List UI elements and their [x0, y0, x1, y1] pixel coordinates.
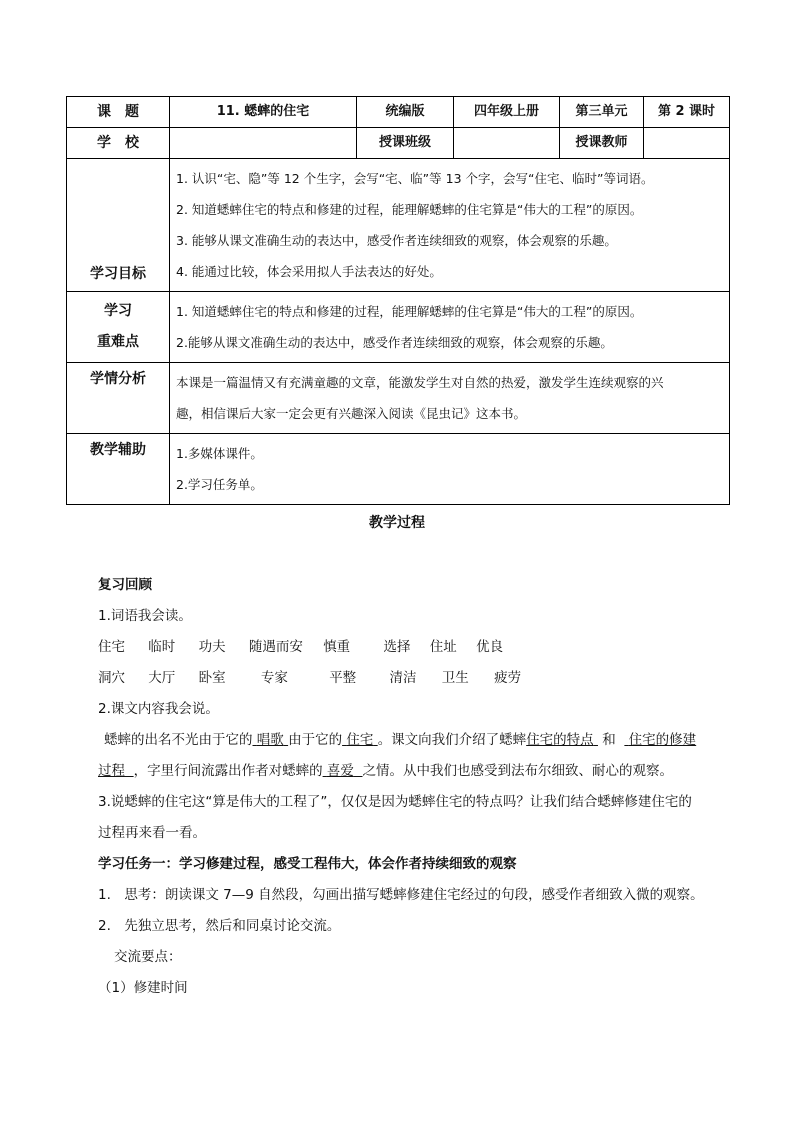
key-item: 1. 知道蟋蟀住宅的特点和修建的过程，能理解蟋蟀的住宅算是“伟大的工程”的原因。 [176, 304, 643, 319]
label-goals: 学习目标 [67, 159, 170, 292]
process-title: 教学过程 [369, 515, 425, 531]
word: 住址 [429, 639, 457, 655]
word: 平整 [329, 670, 357, 686]
fill-answer [624, 732, 696, 748]
table-row [67, 292, 730, 363]
edition: 统编版 [357, 97, 454, 128]
label-aids: 教学辅助 [67, 434, 170, 505]
fill-answer [342, 732, 378, 748]
key-cell [170, 292, 730, 363]
unit: 第三单元 [560, 97, 644, 128]
lesson-period: 第 2 课时 [644, 97, 730, 128]
lesson-info-table [66, 96, 730, 505]
label-topic: 课 题 [67, 97, 170, 128]
fill-paragraph-line2 [80, 756, 730, 787]
label-class: 授课班级 [357, 128, 454, 159]
fill-answer [253, 732, 289, 748]
fill-answer-text: 住宅 [346, 732, 374, 748]
goals-cell [170, 159, 730, 292]
aid-item: 2.学习任务单。 [176, 477, 263, 492]
grade: 四年级上册 [454, 97, 560, 128]
task1-points-label: 交流要点： [114, 949, 182, 965]
fill-paragraph-line1 [80, 725, 730, 756]
table-row [67, 159, 730, 292]
word: 卧室 [198, 670, 226, 686]
review-q3-line1: 3.说蟋蟀的住宅这“算是伟大的工程了”，仅仅是因为蟋蟀住宅的特点吗？让我们结合蟋蟀修建住宅的 [98, 794, 692, 810]
analysis-line: 本课是一篇温情又有充满童趣的文章，能激发学生对自然的热爱，激发学生连续观察的兴 [176, 375, 664, 390]
fill-answer-text: 住宅的特点 [526, 732, 594, 748]
lesson-title: 11. 蟋蟀的住宅 [170, 97, 357, 128]
fill-answer-text: 过程 [98, 763, 125, 779]
task1-heading: 学习任务一：学习修建过程，感受工程伟大，体会作者持续细致的观察 [98, 856, 517, 872]
aid-item: 1.多媒体课件。 [176, 446, 263, 461]
text-run: 。课文向我们介绍了蟋蟀 [377, 732, 527, 748]
text-run: 和 [602, 732, 616, 748]
analysis-line: 趣，相信课后大家一定会更有兴趣深入阅读《昆虫记》这本书。 [176, 406, 527, 421]
review-heading: 复习回顾 [98, 577, 152, 593]
table-row [67, 434, 730, 505]
word: 清洁 [389, 670, 417, 686]
word: 功夫 [198, 639, 226, 655]
label-key [67, 292, 170, 363]
word: 慎重 [323, 639, 351, 655]
label-key-line1: 学习 [104, 303, 132, 319]
aids-cell [170, 434, 730, 505]
word: 选择 [383, 639, 411, 655]
label-teacher: 授课教师 [560, 128, 644, 159]
fill-answer [98, 763, 134, 779]
word: 临时 [148, 639, 176, 655]
fill-answer [323, 763, 363, 779]
word: 卫生 [441, 670, 469, 686]
word-row-1 [80, 632, 730, 663]
text-run: 蟋蟀的出名不光由于它的 [104, 732, 253, 748]
review-q1: 1.词语我会读。 [98, 608, 192, 624]
key-item: 2.能够从课文准确生动的表达中，感受作者连续细致的观察，体会观察的乐趣。 [176, 335, 613, 350]
goal-item: 3. 能够从课文准确生动的表达中，感受作者连续细致的观察，体会观察的乐趣。 [176, 233, 617, 248]
word: 大厅 [148, 670, 176, 686]
word: 疲劳 [494, 670, 522, 686]
word: 洞穴 [98, 670, 125, 686]
table-row [67, 128, 730, 159]
text-run: 之情。从中我们也感受到法布尔细致、耐心的观察。 [362, 763, 673, 779]
fill-answer-text: 唱歌 [256, 732, 284, 748]
process-body [80, 570, 730, 1004]
goal-item: 2. 知道蟋蟀住宅的特点和修建的过程，能理解蟋蟀的住宅算是“伟大的工程”的原因。 [176, 202, 643, 217]
task1-item: 1. 思考：朗读课文 7—9 自然段，勾画出描写蟋蟀修建住宅经过的句段，感受作者细致入微的观察。 [98, 887, 704, 903]
task1-item: 2. 先独立思考，然后和同桌讨论交流。 [98, 918, 341, 934]
word: 随遇而安 [248, 639, 303, 655]
class-value [454, 128, 560, 159]
word: 优良 [476, 639, 504, 655]
review-q2: 2.课文内容我会说。 [98, 701, 219, 717]
teacher-value [644, 128, 730, 159]
fill-answer-text: 喜爱 [326, 763, 354, 779]
label-analysis: 学情分析 [67, 363, 170, 434]
label-school: 学 校 [67, 128, 170, 159]
goal-item: 4. 能通过比较，体会采用拟人手法表达的好处。 [176, 264, 442, 279]
label-key-line2: 重难点 [97, 334, 139, 350]
table-row [67, 97, 730, 128]
word: 专家 [260, 670, 288, 686]
fill-answer-text: 住宅的修建 [628, 732, 697, 748]
table-row [67, 363, 730, 434]
fill-answer [526, 732, 598, 748]
word-row-2 [80, 663, 730, 694]
goal-item: 1. 认识“宅、隐”等 12 个生字，会写“宅、临”等 13 个字，会写“住宅、临时”等词语。 [176, 171, 654, 186]
text-run: ，字里行间流露出作者对蟋蟀的 [133, 763, 323, 779]
analysis-cell [170, 363, 730, 434]
review-q3-line2: 过程再来看一看。 [98, 825, 206, 841]
task1-sub-item: （1）修建时间 [98, 980, 188, 996]
school-value [170, 128, 357, 159]
word: 住宅 [98, 639, 125, 655]
text-run: 由于它的 [288, 732, 343, 748]
